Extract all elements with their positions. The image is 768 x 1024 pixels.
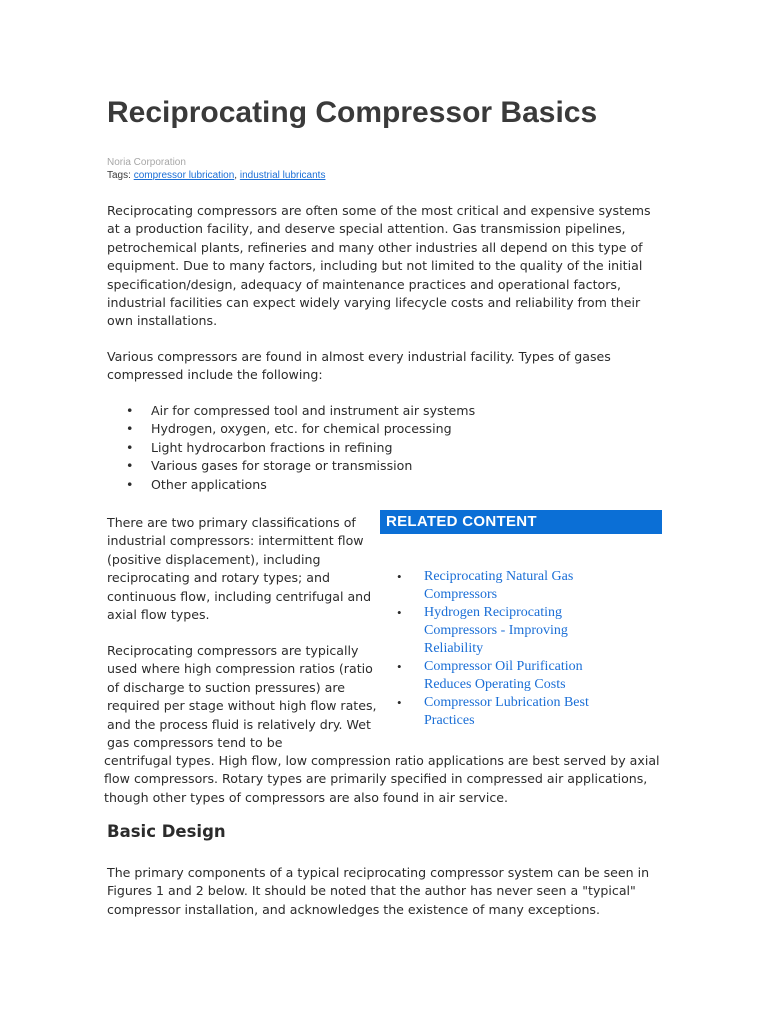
bullet-glyph: • <box>397 605 402 620</box>
article-title: Reciprocating Compressor Basics <box>107 96 598 129</box>
bullet-glyph: • <box>126 476 134 492</box>
bullet-glyph: • <box>126 403 134 418</box>
author-byline: Noria Corporation <box>107 157 186 168</box>
related-item <box>380 604 620 658</box>
bullet-glyph: • <box>126 421 134 437</box>
classifications-paragraph: There are two primary classifications of industrial compressors: intermittent flow (positive displacement), including reciprocating and rotary types; and continuous flow, including centrifugal and axial flow types. <box>107 515 372 623</box>
related-item <box>380 694 620 730</box>
bullet-glyph: • <box>397 569 402 584</box>
related-content-box <box>380 510 662 728</box>
tags-separator: , <box>234 170 238 181</box>
basic-design-heading: Basic Design <box>107 822 226 841</box>
list-item: • Other applications <box>107 476 475 494</box>
tags-line <box>107 170 325 181</box>
list-item: • Various gases for storage or transmission <box>107 457 475 475</box>
tag-link-compressor-lubrication[interactable]: compressor lubrication <box>133 170 235 181</box>
list-item: • Air for compressed tool and instrument air systems <box>107 402 475 420</box>
usage-paragraph-continued: centrifugal types. High flow, low compression ratio applications are best served by axial flow compressors. Rotary types are primarily specified in compressed air applications, though other types of compressors are also found in air service. <box>104 753 660 805</box>
related-content-list <box>380 568 620 730</box>
bullet-glyph: • <box>397 659 402 674</box>
basic-design-paragraph: The primary components of a typical reciprocating compressor system can be seen in Figures 1 and 2 below. It should be noted that the author has never seen a "typical" compressor installation, and acknowledges the existence of many exceptions. <box>107 865 650 917</box>
list-item: • Hydrogen, oxygen, etc. for chemical processing <box>107 420 475 438</box>
related-item <box>380 568 620 604</box>
gas-types-intro-paragraph: Various compressors are found in almost every industrial facility. Types of gases compressed include the following: <box>107 349 611 383</box>
related-item <box>380 658 620 694</box>
tag-link-industrial-lubricants[interactable]: industrial lubricants <box>239 170 326 181</box>
related-content-heading: RELATED CONTENT <box>380 510 662 534</box>
bullet-glyph: • <box>397 695 402 710</box>
related-link[interactable]: Hydrogen Reciprocating Compressors - Improving Reliability <box>424 605 568 656</box>
list-item: • Light hydrocarbon fractions in refining <box>107 439 475 457</box>
intro-paragraph: Reciprocating compressors are often some of the most critical and expensive systems at a production facility, and deserve special attention. Gas transmission pipelines, petrochemical plants, refineries and many other industries all depend on this type of equipment. Due to many factors, including but not limited to the quality of the initial specification/design, adequacy of maintenance practices and operational factors, industrial facilities can expect widely varying lifecycle costs and reliability from their own installations. <box>107 203 651 329</box>
tags-label: Tags: <box>107 170 131 181</box>
related-link[interactable]: Compressor Oil Purification Reduces Operating Costs <box>424 659 583 692</box>
usage-paragraph: Reciprocating compressors are typically used where high compression ratios (ratio of discharge to suction pressures) are required per stage without high flow rates, and the process fluid is relatively dry. Wet gas compressors tend to be <box>107 643 377 751</box>
bullet-glyph: • <box>126 458 134 474</box>
gas-types-list <box>107 402 475 494</box>
bullet-glyph: • <box>126 439 134 455</box>
related-link[interactable]: Reciprocating Natural Gas Compressors <box>424 569 574 602</box>
related-link[interactable]: Compressor Lubrication Best Practices <box>424 695 589 728</box>
